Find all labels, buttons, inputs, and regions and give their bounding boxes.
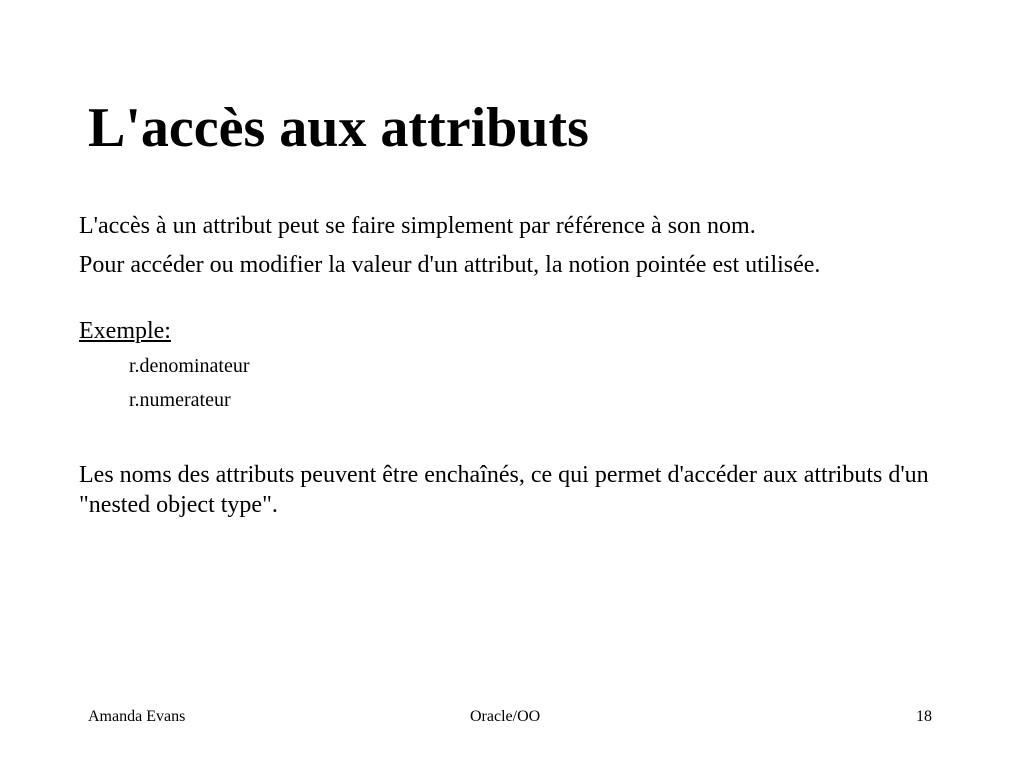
footer-page-number: 18 bbox=[916, 708, 932, 725]
example-line: r.numerateur bbox=[129, 389, 231, 411]
footer-course: Oracle/OO bbox=[470, 708, 541, 725]
paragraph-nested-attributes: Les noms des attributs peuvent être enchaînés, ce qui permet d'accéder aux attributs d'un "nested object type". bbox=[79, 462, 929, 518]
paragraph-attribute-access: L'accès à un attribut peut se faire simplement par référence à son nom. bbox=[79, 213, 756, 239]
slide-title: L'accès aux attributs bbox=[88, 97, 589, 159]
example-line: r.denominateur bbox=[129, 355, 250, 377]
paragraph-dot-notation: Pour accéder ou modifier la valeur d'un attribut, la notion pointée est utilisée. bbox=[79, 252, 821, 278]
example-label: Exemple: bbox=[79, 318, 171, 344]
footer-author: Amanda Evans bbox=[88, 708, 186, 725]
